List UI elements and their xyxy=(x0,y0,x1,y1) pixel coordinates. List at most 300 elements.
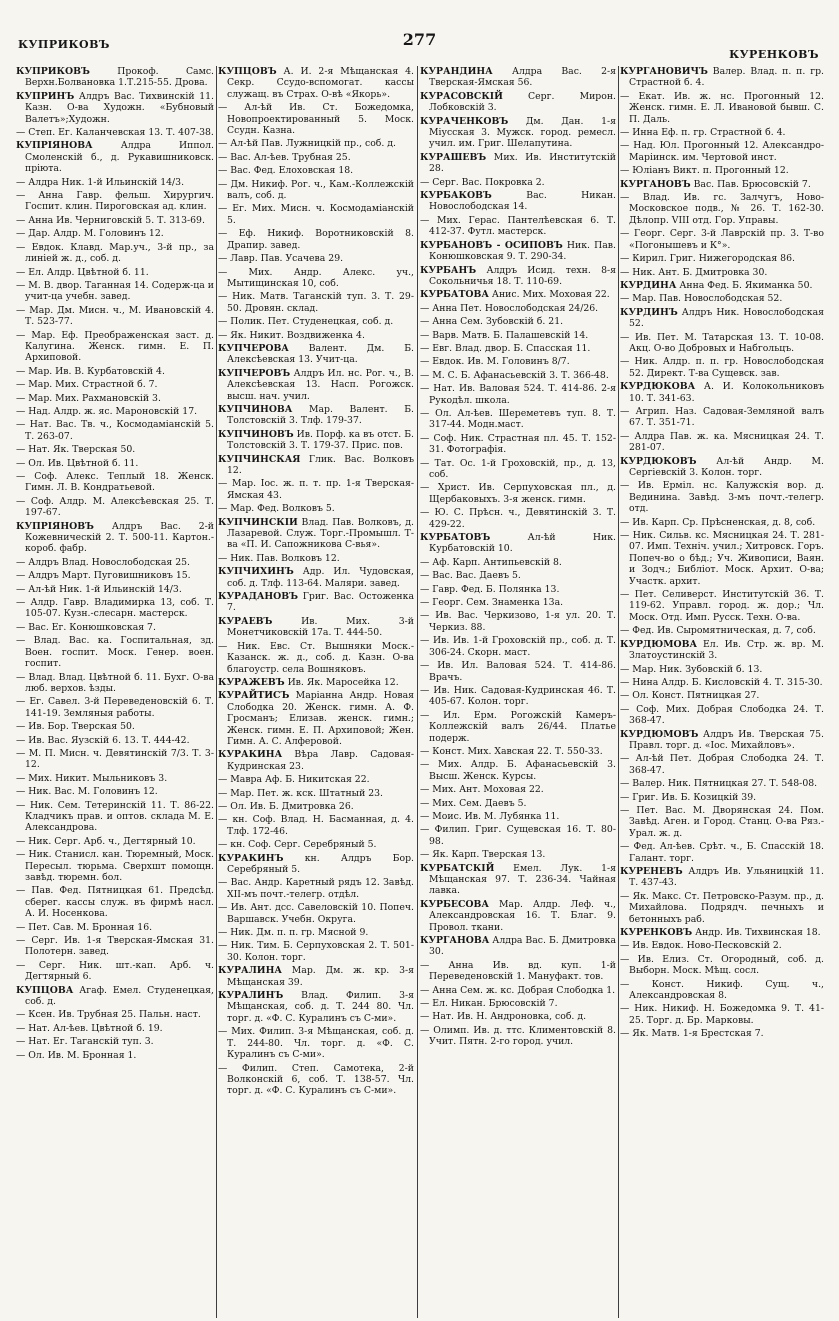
entry-text: А. И. 2-я Мѣщанская 4. Секр. Ссудо-вспомогат. кассы служащ. въ Страх. О-вѣ «Якорь». xyxy=(227,66,414,100)
entry-text: — Нат. Ал-ѣев. Цвѣтной б. 19. xyxy=(16,1022,163,1034)
header-first-entry: КУПРИКОВЪ xyxy=(18,38,110,51)
directory-entry xyxy=(218,368,414,402)
entry-text: — Кирил. Григ. Нижегородская 86. xyxy=(620,253,795,265)
directory-entry xyxy=(16,190,214,213)
directory-entry xyxy=(218,404,414,427)
entry-text: — Соф. Ник. Страстная пл. 45. Т. 152-31. Фотографія. xyxy=(420,432,616,456)
entry-text: кн. Алдръ Бор. Серебряный 5. xyxy=(227,852,414,875)
entry-text: — Ив. Вас. Черкизово, 1-я ул. 20. Т. Черкиз. 88. xyxy=(420,610,616,633)
entry-text: Дм. Дан. 1-я Міусская 3. Мужск. город. ремесл. учил. им. Григ. Шелапутина. xyxy=(429,115,616,150)
entry-text: — Анна Сем. ж. кс. Добрая Слободка 1. xyxy=(420,984,616,996)
directory-entry xyxy=(620,625,824,636)
entry-text: — Мар. Пет. ж. кск. Штатный 23. xyxy=(218,787,384,799)
directory-entry xyxy=(620,866,824,889)
entry-text: — Анна Пет. Новослободская 24/26. xyxy=(420,302,599,314)
entry-text: — Мих. Никит. Мыльниковъ 3. xyxy=(16,772,168,784)
entry-text: — Ив. Елиз. Ст. Огородный, соб. д. Выборн. Моск. Мѣщ. сосл. xyxy=(620,953,824,977)
directory-entry xyxy=(620,431,824,454)
entry-surname: КУРАЧЕНКОВЪ xyxy=(420,115,509,127)
entry-surname: КУРАШЕВЪ xyxy=(420,151,487,163)
directory-entry xyxy=(620,729,824,752)
entry-text: Алдръ Ив. Ульяницкій 11. Т. 437-43. xyxy=(629,866,824,889)
directory-entry xyxy=(16,570,214,581)
entry-text: Адр. Ил. Чудовская, соб. д. Тлф. 113-64. Маляри. завед. xyxy=(227,566,414,589)
entry-text: — Алдра Пав. ж. ка. Мясницкая 24. Т. 281-07. xyxy=(620,430,824,454)
entry-text: — Соф. Алекс. Теплый 18. Женск. Гимн. Л. В. Кондратьевой. xyxy=(16,471,214,494)
entry-text: Алдръ Ив. Тверская 75. Правл. торг. д. «Іос. Михайловъ». xyxy=(629,728,824,751)
column-rule xyxy=(216,66,217,1318)
directory-entry xyxy=(620,841,824,864)
directory-entry xyxy=(620,307,824,330)
entry-text: — Ал-ѣй Ив. Ст. Божедомка, Новопроектированный 5. Моск. Ссудн. Казна. xyxy=(218,102,414,137)
entry-surname: КУРДЮКОВЪ xyxy=(620,455,697,467)
entry-text: — Пет. Вас. М. Дворянская 24. Пом. Завѣд. Аген. и Город. Станц. О-ва Ряз.-Урал. ж. д. xyxy=(620,804,824,839)
entry-text: — Евдок. Ив. М. Головинъ 8/7. xyxy=(420,356,570,368)
entry-text: — Ал-ѣй Пет. Добрая Слободка 24. Т. 368-47. xyxy=(620,753,824,776)
entry-text: Ник. Пав. Конюшковская 9. Т. 290-34. xyxy=(429,239,616,263)
entry-text: — Мих. Андр. Алекс. уч., Мытищинская 10, соб. xyxy=(218,266,414,289)
entry-text: — Ив. Ерміл. нс. Калужскія вор. д. Вединина. Завѣд. 3-мъ почт.-телегр. отд. xyxy=(620,480,824,515)
entry-text: — Як. Макс. Ст. Петровско-Разум. пр., д. Михайлова. Подрядч. печныхъ и бетонныхъ раб. xyxy=(620,890,824,925)
entry-text: — Вас. Ал-ѣев. Трубная 25. xyxy=(218,151,351,163)
directory-entry xyxy=(16,557,214,568)
entry-text: — Ив. Пет. М. Татарская 13. Т. 10-08. Акц. О-во Добровых и Набгольцъ. xyxy=(620,331,824,354)
entry-surname: КУРАДАНОВЪ xyxy=(218,591,299,603)
directory-entry xyxy=(420,863,616,897)
directory-entry xyxy=(218,641,414,675)
entry-text: — Вас. Вас. Даевъ 5. xyxy=(420,570,521,582)
entry-text: — Ник. Евс. Ст. Вышняки Моск.-Казанск. ж. д., соб. д. Казн. О-ва благоустр. села Вошняковъ. xyxy=(218,640,414,675)
directory-entry xyxy=(420,784,616,795)
directory-entry xyxy=(620,517,824,528)
entry-text: — Пет. Селиверст. Институтскій 36. Т. 119-62. Управл. город. ж. дор.; Чл. Моск. Отд. Имп. Русск. Техн. О-ва. xyxy=(620,589,824,623)
entry-text: — Мар. Пав. Новослободская 52. xyxy=(620,293,783,305)
entry-text: — Ив. Евдок. Ново-Песковскій 2. xyxy=(620,940,782,952)
entry-text: — Нат. Ив. Валовая 524. Т. 414-86. 2-я Рукодѣл. школа. xyxy=(420,383,616,406)
column-3 xyxy=(420,66,616,1318)
entry-text: — Нат. Ив. Н. Андроновка, соб. д. xyxy=(420,1011,587,1023)
directory-entry xyxy=(16,66,214,89)
directory-entry xyxy=(420,383,616,406)
directory-entry xyxy=(420,710,616,744)
entry-text: — Анна Ив. Черниговскій 5. Т. 313-69. xyxy=(16,214,205,226)
directory-entry xyxy=(218,165,414,176)
entry-surname: КУПЦОВЪ xyxy=(218,66,277,77)
entry-surname: КУПЧИНСКАЯ xyxy=(218,453,301,465)
directory-entry xyxy=(16,228,214,239)
entry-text: Алдра Иппол. Смоленскій б., д. Рукавишниковск. пріюта. xyxy=(25,140,214,175)
entry-text: — Конст. Никиф. Сущ. ч., Александровская 8. xyxy=(620,978,824,1002)
entry-text: Глик. Вас. Волковъ 12. xyxy=(227,453,414,476)
entry-text: — Ив. Карп. Ср. Прѣсненская, д. 8, соб. xyxy=(620,516,816,528)
entry-text: Алдръ Ил. нс. Рог. ч., В. Алексѣевская 13. Насп. Рогожск. высш. нач. учил. xyxy=(227,367,414,402)
directory-entry xyxy=(218,316,414,327)
entry-text: — Ег. Савел. 3-й Переведеновскій 6. Т. 141-19. Земляныя работы. xyxy=(16,696,214,719)
entry-surname: КУРАЕВЪ xyxy=(218,615,273,627)
entry-surname: КУПЧИНОВА xyxy=(218,403,293,415)
directory-entry xyxy=(218,902,414,925)
entry-text: — Влад. Ив. гс. Залчугъ, Ново-Московское подв., № 26. Т. 162-30. Дѣлопр. VIII отд. Гор. Управы. xyxy=(620,192,824,226)
directory-entry xyxy=(218,774,414,785)
entry-text: — Над. Алдр. ж. яс. Мароновскій 17. xyxy=(16,405,198,417)
directory-entry xyxy=(420,584,616,595)
entry-text: — Серг. Ив. 1-я Тверская-Ямская 31. Полотерн. завед. xyxy=(16,935,214,958)
entry-text: — Анна Ив. вд. куп. 1-й Переведеновскій 1. Мануфакт. тов. xyxy=(420,959,616,983)
directory-entry xyxy=(420,265,616,288)
column-rule xyxy=(618,66,619,1318)
directory-entry xyxy=(218,591,414,614)
entry-text: — Фед. Ив. Сыромятническая, д. 7, соб. xyxy=(620,625,816,637)
directory-entry xyxy=(620,66,824,89)
directory-entry xyxy=(218,690,414,747)
entry-text: Анис. Мих. Моховая 22. xyxy=(488,289,610,301)
entry-text: — Мих. Герас. Пантелѣевская 6. Т. 412-37. Футл. мастерск. xyxy=(420,214,616,238)
directory-entry xyxy=(420,532,616,555)
directory-entry xyxy=(16,960,214,983)
entry-text: — Моис. Ив. М. Лубянка 11. xyxy=(420,810,560,822)
entry-text: — Ал-ѣй Пав. Лужницкій пр., соб. д. xyxy=(218,138,396,150)
directory-entry xyxy=(620,192,824,226)
directory-entry xyxy=(16,748,214,771)
entry-text: — Мар. Еф. Преображенская заст. д. Калугина. Женск. гимн. Е. П. Архиповой. xyxy=(16,329,214,364)
column-rule xyxy=(417,66,418,1318)
entry-surname: КУПРІЯНОВЪ xyxy=(16,520,94,532)
entry-text: — Ив. Вас. Яузскій 6. 13. Т. 444-42. xyxy=(16,734,190,746)
entry-surname: КУПЧИХИНЪ xyxy=(218,566,294,578)
entry-text: — Ник. Сильв. кс. Мясницкая 24. Т. 281-07. Имп. Техніч. учил.; Хитровск. Горъ. Попеч-во о бѣд.; Уч. Живописи, Ваян. и Зодч.; Библіот. Моск. Архит. О-ва; Участк. архит. xyxy=(620,530,824,587)
directory-entry xyxy=(16,922,214,933)
directory-entry xyxy=(620,1003,824,1026)
directory-entry xyxy=(620,456,824,479)
header-last-entry: КУРЕНКОВЪ xyxy=(729,48,819,61)
directory-entry xyxy=(16,735,214,746)
entry-text: Алдра Вас. 2-я Тверская-Ямская 56. xyxy=(429,66,616,89)
directory-entry xyxy=(420,746,616,757)
directory-entry xyxy=(218,839,414,850)
directory-entry xyxy=(218,877,414,900)
page-number: 277 xyxy=(402,30,437,49)
directory-entry xyxy=(16,406,214,417)
directory-entry xyxy=(420,798,616,809)
entry-surname: КУРАЙТИСЪ xyxy=(218,690,290,702)
directory-entry xyxy=(16,1009,214,1020)
directory-entry xyxy=(16,140,214,174)
directory-entry xyxy=(16,1023,214,1034)
directory-entry xyxy=(620,140,824,163)
directory-entry xyxy=(620,589,824,623)
directory-entry xyxy=(420,960,616,983)
entry-text: — Ол. Конст. Пятницкая 27. xyxy=(620,690,760,702)
entry-text: Валент. Дм. Б. Алексѣевская 13. Учит-ца. xyxy=(227,342,414,366)
entry-text: — Ив. Ант. дсс. Савеловскій 10. Попеч. Варшавск. Учебн. Округа. xyxy=(218,902,414,925)
entry-text: — кн. Соф. Серг. Серебряный 5. xyxy=(218,839,377,851)
entry-text: — Ник. Дм. п. п. гр. Мясной 9. xyxy=(218,927,369,939)
entry-text: — Нат. Як. Тверская 50. xyxy=(16,444,136,456)
entry-surname: КУРЕНЕВЪ xyxy=(620,866,683,877)
entry-text: — Дм. Никиф. Рог. ч., Кам.-Коллежскій валъ, соб. д. xyxy=(218,178,414,202)
directory-entry xyxy=(16,786,214,797)
directory-entry xyxy=(620,179,824,190)
directory-entry xyxy=(218,66,414,100)
directory-entry xyxy=(620,778,824,789)
directory-entry xyxy=(16,215,214,226)
directory-entry xyxy=(16,1050,214,1061)
entry-text: — Ив. Ил. Валовая 524. Т. 414-86. Врачъ. xyxy=(420,660,616,683)
directory-entry xyxy=(420,152,616,175)
entry-text: — Мар. Дм. Мисн. ч., М. Ивановскій 4. Т. 523-77. xyxy=(16,304,214,328)
entry-text: Анна Фед. Б. Якиманка 50. xyxy=(676,279,813,291)
directory-entry xyxy=(218,814,414,837)
entry-text: — Валер. Ник. Пятницкая 27. Т. 548-08. xyxy=(620,778,818,790)
entry-surname: КУПЧИНОВЪ xyxy=(218,428,294,440)
directory-entry xyxy=(218,749,414,772)
directory-entry xyxy=(620,1028,824,1039)
directory-entry xyxy=(420,899,616,933)
entry-text: Вас. Никан. Новослободская 14. xyxy=(429,190,616,213)
directory-entry xyxy=(420,935,616,958)
directory-entry xyxy=(218,927,414,938)
entry-text: — Нина Алдр. Б. Кисловскій 4. Т. 315-30. xyxy=(620,676,823,688)
directory-entry xyxy=(620,381,824,404)
entry-surname: КУРГАНОВЪ xyxy=(620,178,691,190)
directory-entry xyxy=(420,316,616,327)
entry-text: — Олимп. Ив. д. ттс. Климентовскій 8. Учит. Пятн. 2-го город. учил. xyxy=(420,1024,616,1048)
entry-text: — Евдок. Клавд. Мар.уч., 3-й пр., за линіей ж. д., соб. д. xyxy=(16,241,214,265)
entry-text: Мих. Ив. Институтскій 28. xyxy=(429,151,616,175)
directory-entry xyxy=(620,639,824,662)
directory-entry xyxy=(620,664,824,675)
entry-text: — Серг. Вас. Покровка 2. xyxy=(420,176,545,188)
directory-entry xyxy=(16,305,214,328)
entry-text: — Ол. Ив. Цвѣтной б. 11. xyxy=(16,457,139,469)
entry-text: — Як. Карп. Тверская 13. xyxy=(420,849,546,861)
entry-text: Мар. Алдр. Леф. ч., Александровская 16. Т. Благ. 9. Провол. ткани. xyxy=(429,898,616,933)
entry-text: — Ел. Алдр. Цвѣтной б. 11. xyxy=(16,266,149,278)
entry-text: — Анна Гавр. фельш. Хирургич. Госпит. клин. Пироговская ад. клин. xyxy=(16,190,214,213)
entry-text: Ив. Як. Маросейка 12. xyxy=(284,676,399,688)
entry-text: — Конст. Мих. Хавская 22. Т. 550-33. xyxy=(420,745,603,757)
entry-text: Мар. Дм. ж. кр. 3-я Мѣщанская 39. xyxy=(227,965,414,988)
directory-entry xyxy=(420,1011,616,1022)
entry-text: — Ксен. Ив. Трубная 25. Пальн. наст. xyxy=(16,1009,201,1021)
entry-text: — М. В. двор. Таганная 14. Содерж-ца и учит-ца учебн. завед. xyxy=(16,279,214,303)
directory-entry xyxy=(16,773,214,784)
entry-text: — кн. Соф. Влад. Н. Басманная, д. 4. Тлф. 172-46. xyxy=(218,814,414,837)
entry-text: — Ник. Алдр. п. п. гр. Новослободская 52. Директ. Т-ва Сущевск. зав. xyxy=(620,356,824,379)
directory-entry xyxy=(420,215,616,238)
directory-entry xyxy=(620,792,824,803)
directory-entry xyxy=(620,891,824,925)
entry-surname: КУПРІЯНОВА xyxy=(16,140,93,152)
entry-text: — Влад. Влад. Цвѣтной б. 11. Бухг. О-ва люб. верхов. ѣзды. xyxy=(16,671,214,694)
directory-entry xyxy=(420,330,616,341)
entry-surname: КУРБАКОВЪ xyxy=(420,190,492,202)
entry-surname: КУПЧИНСКІИ xyxy=(218,516,298,528)
entry-text: — Степ. Ег. Каланчевская 13. Т. 407-38. xyxy=(16,127,214,139)
directory-entry xyxy=(620,165,824,176)
directory-entry xyxy=(420,91,616,114)
directory-entry xyxy=(218,616,414,639)
directory-entry xyxy=(218,940,414,963)
entry-text: Ел. Ив. Стр. ж. вр. М. Златоустинскій 3. xyxy=(629,638,824,662)
directory-entry xyxy=(420,303,616,314)
directory-entry xyxy=(420,66,616,89)
entry-text: — Евг. Влад. двор. Б. Спасская 11. xyxy=(420,342,591,354)
directory-entry xyxy=(620,530,824,587)
entry-text: — Мар. Ив. В. Курбатовскій 4. xyxy=(16,365,165,377)
directory-entry xyxy=(420,482,616,505)
directory-entry xyxy=(218,965,414,988)
directory-entry xyxy=(420,370,616,381)
directory-entry xyxy=(620,228,824,251)
entry-text: — Соф. Мих. Добрая Слободка 24. Т. 368-47. xyxy=(620,703,824,727)
entry-surname: КУРАЛИНА xyxy=(218,965,282,977)
directory-entry xyxy=(16,849,214,883)
directory-entry xyxy=(420,660,616,683)
entry-surname: КУРБАНОВЪ - ОСИПОВЪ xyxy=(420,239,563,251)
directory-entry xyxy=(620,677,824,688)
directory-entry xyxy=(16,935,214,958)
entry-text: — Алдръ Март. Пуговишниковъ 15. xyxy=(16,570,191,582)
entry-text: Вас. Пав. Брюсовскій 7. xyxy=(690,178,811,190)
directory-entry xyxy=(16,696,214,719)
directory-entry xyxy=(620,979,824,1002)
entry-text: — Екат. Ив. ж. нс. Прогонный 12. Женск. гимн. Е. Л. Ивановой бывш. С. П. Даль. xyxy=(620,90,824,125)
directory-entry xyxy=(16,267,214,278)
directory-entry xyxy=(218,801,414,812)
entry-text: — Ник. Вас. М. Головинъ 12. xyxy=(16,786,158,798)
entry-text: — Мар. Мих. Рахмановскій 3. xyxy=(16,392,161,404)
directory-entry xyxy=(16,91,214,125)
running-header xyxy=(0,0,839,70)
entry-text: — Ег. Мих. Мисн. ч. Космодаміанскій 5. xyxy=(218,203,414,226)
entry-text: Алдръ Ник. Новослободская 52. xyxy=(629,306,824,330)
directory-entry xyxy=(420,824,616,847)
entry-text: — Мар. Ник. Зубовскій б. 13. xyxy=(620,663,763,675)
directory-entry xyxy=(620,253,824,264)
directory-entry xyxy=(218,853,414,876)
directory-entry xyxy=(420,849,616,860)
directory-entry xyxy=(16,127,214,138)
directory-entry xyxy=(16,280,214,303)
directory-entry xyxy=(218,429,414,452)
directory-entry xyxy=(420,998,616,1009)
entry-text: Прокоф. Самс. Верхн.Болвановка 1.Т.215-55. Дрова. xyxy=(25,66,214,89)
directory-entry xyxy=(218,330,414,341)
directory-entry xyxy=(420,610,616,633)
directory-entry xyxy=(420,240,616,263)
entry-text: — Григ. Ив. Б. Козицкій 39. xyxy=(620,791,757,803)
entry-text: — Вас. Ег. Конюшковская 7. xyxy=(16,621,156,633)
entry-text: — Ол. Ал-ѣев. Шереметевъ туп. 8. Т. 317-44. Модн.маст. xyxy=(420,407,616,431)
entry-text: — Соф. Алдр. М. Алексѣевская 25. Т. 197-67. xyxy=(16,495,214,519)
entry-text: — Мих. Ант. Моховая 22. xyxy=(420,784,544,796)
entry-text: — М. П. Мисн. ч. Девятинскій 7/3. Т. 3-12. xyxy=(16,747,214,771)
entry-text: Мар. Валент. Б. Толстовскій 3. Тлф. 179-37. xyxy=(227,403,414,427)
directory-entry xyxy=(620,927,824,938)
directory-entry xyxy=(218,553,414,564)
entry-text: Маріанна Андр. Новая Слободка 20. Женск. гимн. А. Ф. Гросманъ; Елизав. женск. гимн.; Женск. гимн. Е. П. Архиповой; Жен. Гимн. А. С. Алферовой. xyxy=(227,690,414,747)
entry-text: — Фед. Ал-ѣев. Срѣт. ч., Б. Спасскій 18. Галант. торг. xyxy=(620,841,824,864)
entry-text: — Мар. Фед. Волковъ 5. xyxy=(218,503,335,515)
directory-entry xyxy=(218,677,414,688)
entry-text: — Як. Никит. Воздвиженка 4. xyxy=(218,329,365,341)
directory-entry xyxy=(16,985,214,1008)
directory-entry xyxy=(420,356,616,367)
entry-surname: КУРДИНА xyxy=(620,279,677,291)
directory-entry xyxy=(420,985,616,996)
entry-text: Ив. Порф. ка въ отст. Б. Толстовскій 3. Т. 179-37. Прис. пов. xyxy=(227,428,414,452)
entry-surname: КУРДЮКОВА xyxy=(620,381,696,393)
column-4 xyxy=(620,66,824,1318)
entry-surname: КУРДЮМОВЪ xyxy=(620,728,699,740)
directory-entry xyxy=(218,1063,414,1097)
entry-text: — Юліанъ Викт. п. Прогонный 12. xyxy=(620,165,789,177)
directory-entry xyxy=(218,990,414,1024)
entry-surname: КУПЦОВА xyxy=(16,984,74,996)
entry-surname: КУРГАНОВИЧЪ xyxy=(620,66,708,77)
entry-text: — Ник. Пав. Волковъ 12. xyxy=(218,552,340,564)
directory-entry xyxy=(218,566,414,589)
entry-text: — Ник. Никиф. Н. Божедомка 9. Т. 41-25. Торг. д. Бр. Марковы. xyxy=(620,1003,824,1026)
entry-surname: КУРДИНЪ xyxy=(620,306,678,318)
entry-text: Влад. Филип. 3-я Мѣщанская, соб. д. Т. 244 80. Чл. торг. д. «Ф. С. Куралинъ съ С-ми». xyxy=(227,990,414,1024)
entry-surname: КУРАЖЕВЪ xyxy=(218,676,285,688)
entry-text: — Георг. Серг. 3-й Лаврскій пр. 3. Т-во «Погонышевъ и К°». xyxy=(620,228,824,251)
entry-text: — Ник. Сем. Тетеринскій 11. Т. 86-22. Кладчикъ прав. и оптов. склада М. Е. Александрова. xyxy=(16,799,214,834)
entry-surname: КУРБАТСКІЙ xyxy=(420,862,495,874)
entry-text: — Пет. Сав. М. Бронная 16. xyxy=(16,921,153,933)
entry-text: — Вас. Фед. Елоховская 18. xyxy=(218,165,354,177)
directory-entry xyxy=(16,635,214,669)
directory-entry xyxy=(16,458,214,469)
entry-surname: КУРБАНЪ xyxy=(420,264,477,276)
directory-entry xyxy=(218,454,414,477)
entry-text: — Ол. Ив. М. Бронная 1. xyxy=(16,1049,137,1061)
entry-text: Алдра Вас. Б. Дмитровка 30. xyxy=(429,935,616,958)
entry-surname: КУРАНДИНА xyxy=(420,66,493,77)
column-2 xyxy=(218,66,414,1318)
entry-surname: КУРАЛИНЪ xyxy=(218,990,284,1002)
directory-entry xyxy=(16,330,214,364)
entry-text: — Аф. Карп. Антипьевскій 8. xyxy=(420,556,562,568)
directory-entry xyxy=(16,366,214,377)
entry-text: — Филип. Григ. Сущевская 16. Т. 80-98. xyxy=(420,824,616,847)
entry-text: — Мар. Мих. Страстной б. 7. xyxy=(16,379,158,391)
entry-text: — Ив. Ник. Садовая-Кудринская 46. Т. 405-67. Колон. торг. xyxy=(420,684,616,708)
directory-entry xyxy=(218,253,414,264)
directory-entry xyxy=(218,152,414,163)
entry-text: — Ел. Никан. Брюсовскій 7. xyxy=(420,998,558,1010)
entry-text: — Ник. Тим. Б. Серпуховская 2. Т. 501-30. Колон. торг. xyxy=(218,940,414,963)
directory-entry xyxy=(16,444,214,455)
entry-text: — Ал-ѣй Ник. 1-й Ильинскій 14/3. xyxy=(16,583,182,595)
directory-entry xyxy=(16,836,214,847)
entry-text: Валер. Влад. п. п. гр. Страстной б. 4. xyxy=(629,66,824,89)
entry-text: Ив. Мих. 3-й Монетчиковскій 17а. Т. 444-50. xyxy=(227,615,414,639)
directory-entry xyxy=(420,811,616,822)
entry-text: — Мар. Іос. ж. п. т. пр. 1-я Тверская-Ямская 43. xyxy=(218,478,414,501)
directory-entry xyxy=(620,690,824,701)
entry-text: Алдръ Исид. техн. 8-я Сокольничья 18. Т. 110-69. xyxy=(429,264,616,287)
directory-entry xyxy=(218,291,414,314)
directory-entry xyxy=(218,503,414,514)
entry-text: — Мих. Сем. Даевъ 5. xyxy=(420,797,527,809)
entry-text: — Вас. Андр. Каретный рядъ 12. Завѣд. XII-мъ почт.-телегр. отдѣл. xyxy=(218,877,414,900)
directory-entry xyxy=(218,1026,414,1060)
directory-entry xyxy=(16,471,214,494)
entry-surname: КУРГАНОВА xyxy=(420,935,490,947)
